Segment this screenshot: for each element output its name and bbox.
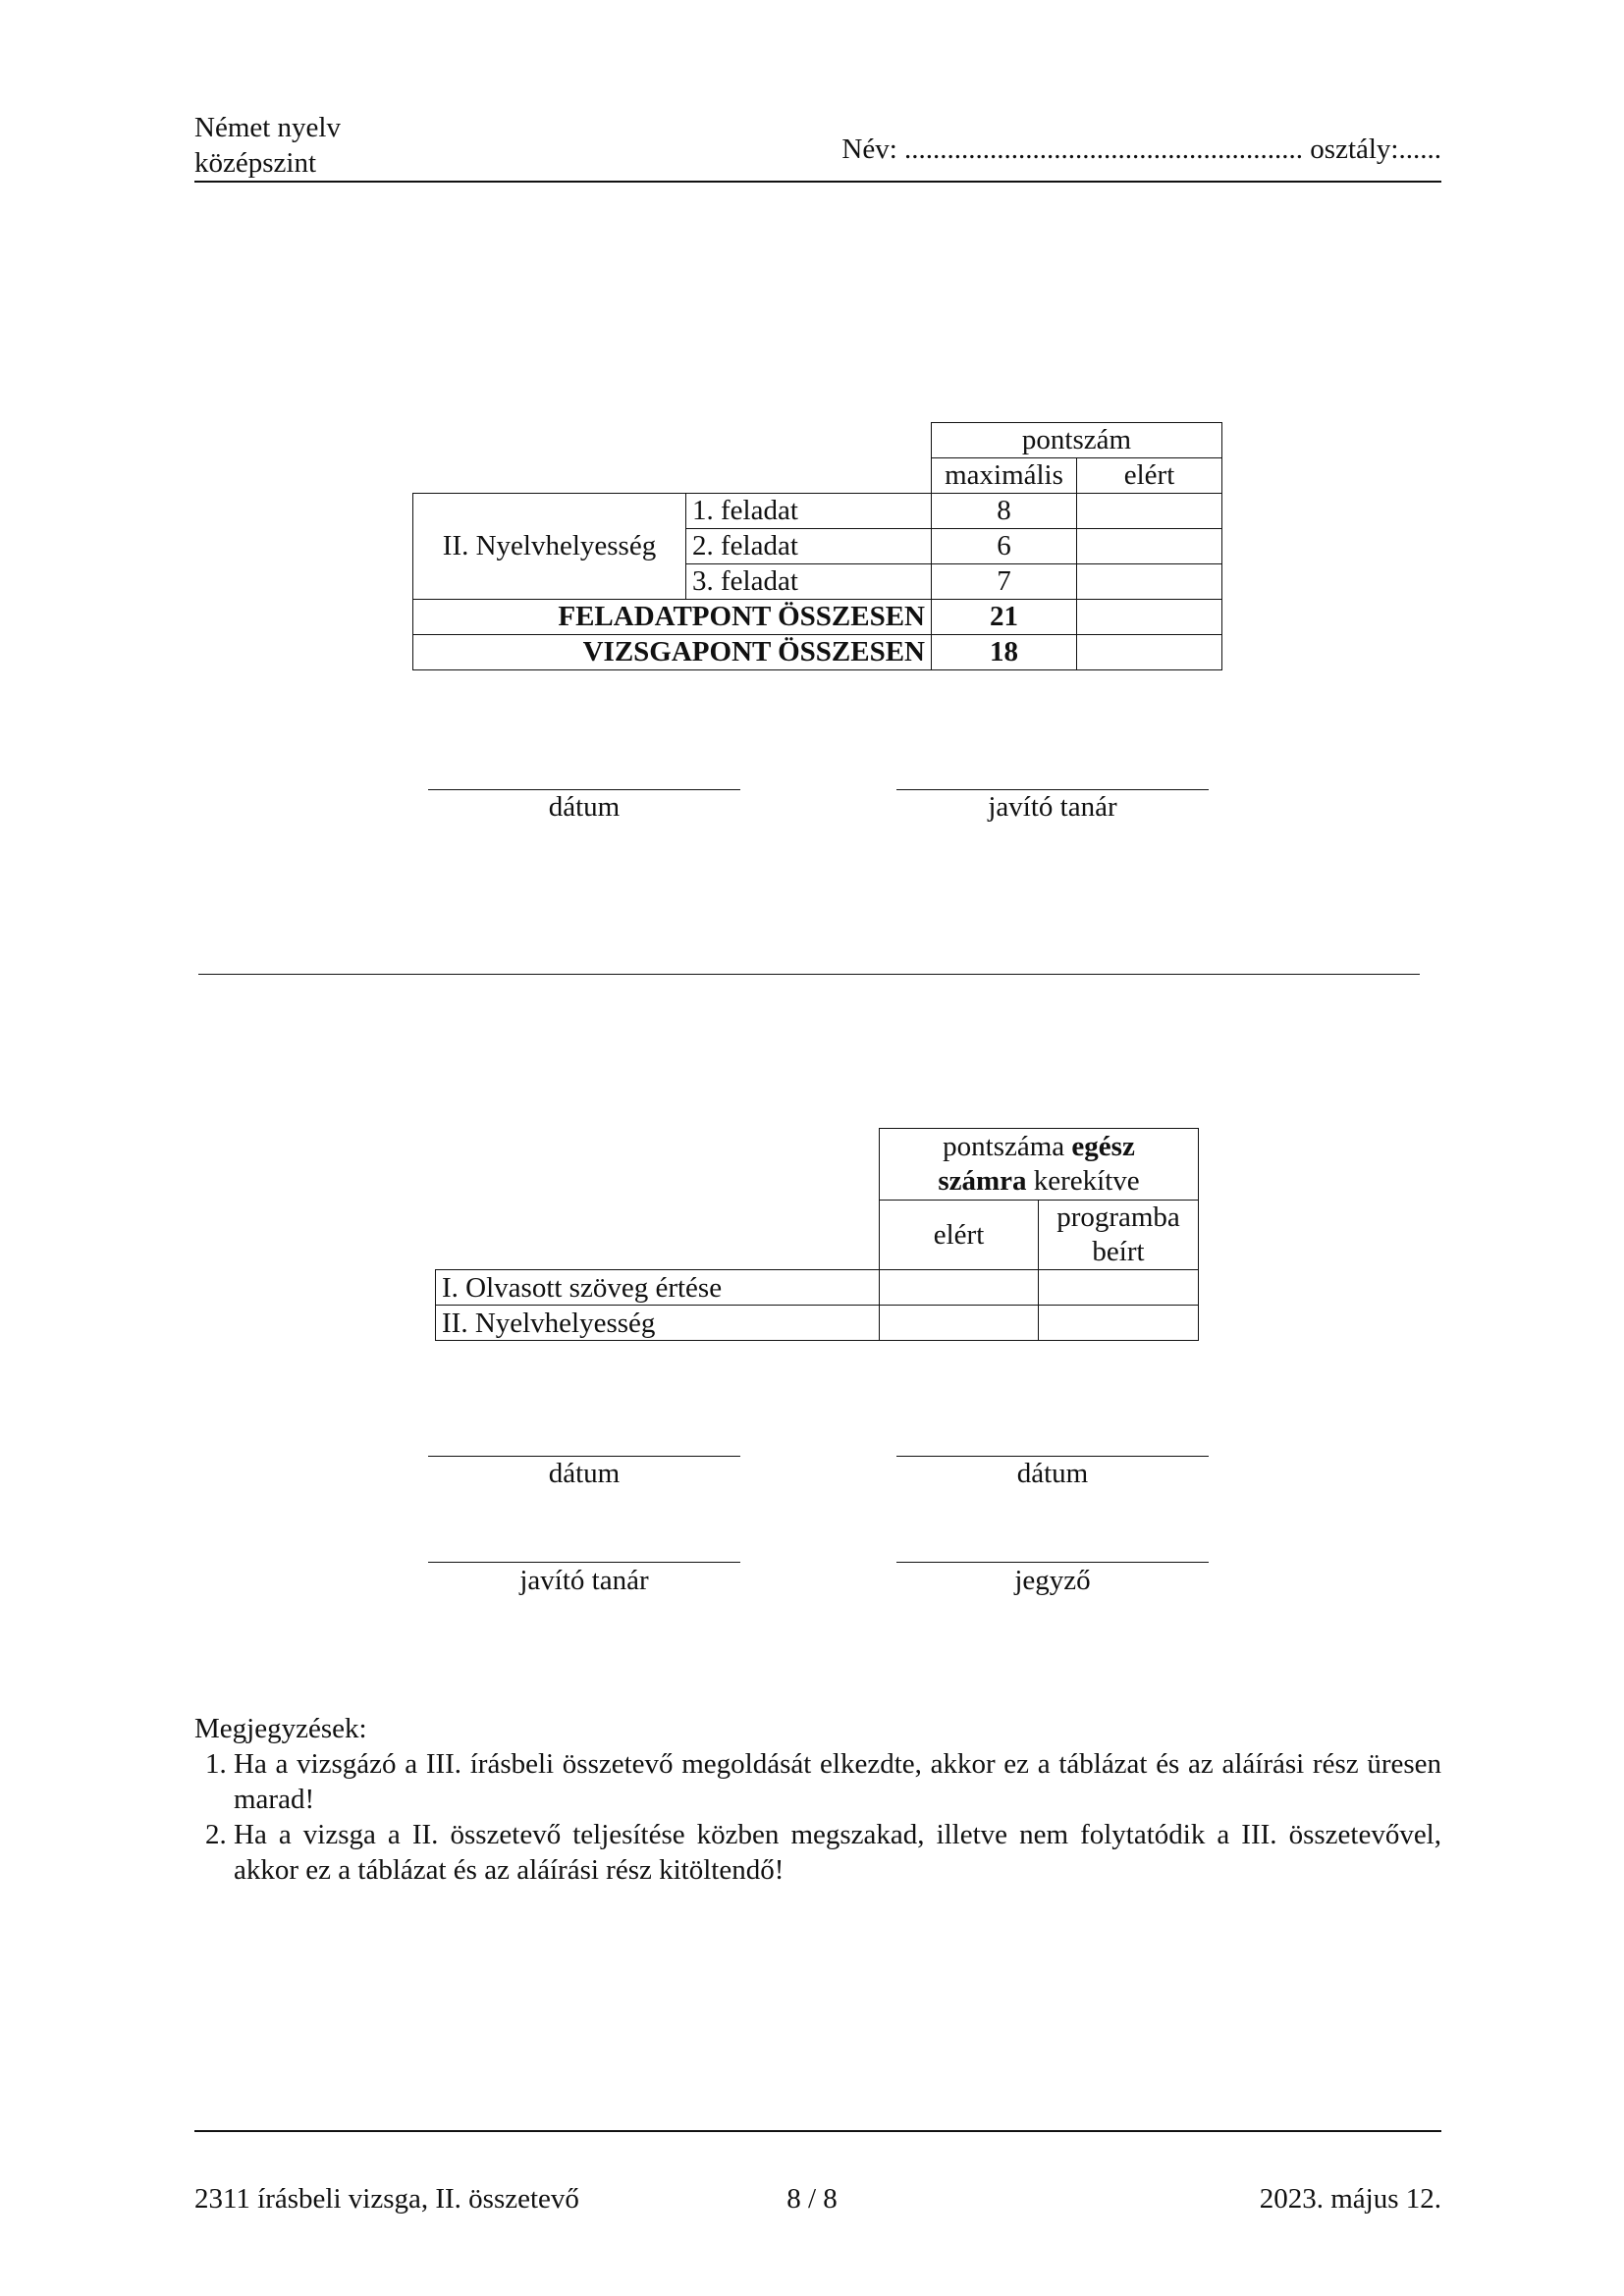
footer-exam-label: 2311 írásbeli vizsga, II. összetevő bbox=[194, 2183, 579, 2215]
task-max: 8 bbox=[932, 494, 1077, 529]
signature-line-date-right[interactable] bbox=[896, 1456, 1209, 1457]
section-label: II. Nyelvhelyesség bbox=[413, 494, 686, 600]
signature-line-date-left[interactable] bbox=[428, 1456, 740, 1457]
task-achieved-cell[interactable] bbox=[1077, 564, 1222, 600]
rounded-points-header bbox=[880, 1129, 1199, 1201]
notes-title: Megjegyzések: bbox=[194, 1713, 367, 1744]
signature-label-teacher: javító tanár bbox=[988, 791, 1117, 823]
task-label: 3. feladat bbox=[686, 564, 932, 600]
col-header-points: pontszám bbox=[932, 423, 1222, 458]
section-divider bbox=[198, 974, 1420, 975]
page-header-subject bbox=[194, 110, 341, 181]
signature-line-registrar[interactable] bbox=[896, 1562, 1209, 1563]
rounded-score-table bbox=[435, 1128, 1199, 1341]
page-number: 8 / 8 bbox=[786, 2183, 838, 2215]
header-part: beírt bbox=[1092, 1236, 1145, 1267]
task-achieved-cell[interactable] bbox=[1077, 529, 1222, 564]
task-achieved-cell[interactable] bbox=[1077, 494, 1222, 529]
signature-line-teacher[interactable] bbox=[428, 1562, 740, 1563]
entered-cell[interactable] bbox=[1039, 1270, 1199, 1306]
task-total-achieved-cell[interactable] bbox=[1077, 600, 1222, 635]
signature-line-date[interactable] bbox=[428, 789, 740, 790]
exam-total-label: VIZSGAPONT ÖSSZESEN bbox=[413, 635, 932, 670]
task-label: 1. feladat bbox=[686, 494, 932, 529]
signature-label-date-left: dátum bbox=[548, 1458, 621, 1489]
achieved-cell[interactable] bbox=[880, 1270, 1039, 1306]
col-header-achieved: elért bbox=[880, 1201, 1039, 1270]
task-max: 6 bbox=[932, 529, 1077, 564]
signature-label-registrar: jegyző bbox=[1014, 1565, 1091, 1596]
table-row bbox=[413, 635, 1222, 670]
component-label: II. Nyelvhelyesség bbox=[436, 1306, 880, 1341]
signature-label-teacher: javító tanár bbox=[519, 1565, 649, 1596]
signature-line-teacher[interactable] bbox=[896, 789, 1209, 790]
header-part: programba bbox=[1056, 1201, 1180, 1233]
name-class-field: Név: ........................................................ osztály:...... bbox=[841, 133, 1441, 165]
achieved-cell[interactable] bbox=[880, 1306, 1039, 1341]
header-part: kerekítve bbox=[1026, 1165, 1140, 1197]
table-row bbox=[436, 1270, 1199, 1306]
col-header-entered bbox=[1039, 1201, 1199, 1270]
signature-label-date-right: dátum bbox=[1016, 1458, 1089, 1489]
notes-list bbox=[194, 1746, 1441, 1888]
score-table-grammar bbox=[412, 422, 1222, 670]
entered-cell[interactable] bbox=[1039, 1306, 1199, 1341]
table-row bbox=[413, 600, 1222, 635]
subject-label: Német nyelv bbox=[194, 112, 341, 143]
header-part-bold: egész bbox=[1071, 1131, 1135, 1162]
header-rule bbox=[194, 181, 1441, 183]
component-label: I. Olvasott szöveg értése bbox=[436, 1270, 880, 1306]
table-row bbox=[436, 1306, 1199, 1341]
list-item: 1. Ha a vizsgázó a III. írásbeli összetevő megoldását elkezdte, akkor ez a táblázat és az aláírási rész üresen marad! bbox=[234, 1746, 1441, 1817]
task-total-value: 21 bbox=[932, 600, 1077, 635]
level-label: középszint bbox=[194, 147, 317, 179]
col-header-max: maximális bbox=[932, 458, 1077, 494]
task-max: 7 bbox=[932, 564, 1077, 600]
task-total-label: FELADATPONT ÖSSZESEN bbox=[413, 600, 932, 635]
header-part-bold: számra bbox=[938, 1165, 1027, 1197]
footer-date: 2023. május 12. bbox=[1259, 2183, 1441, 2215]
exam-total-value: 18 bbox=[932, 635, 1077, 670]
table-row bbox=[413, 494, 1222, 529]
exam-total-achieved-cell[interactable] bbox=[1077, 635, 1222, 670]
notes-section bbox=[194, 1711, 1441, 1888]
list-item: 2. Ha a vizsga a II. összetevő teljesítése közben megszakad, illetve nem folytatódik a III. összetevővel, akkor ez a táblázat és az aláírási rész kitöltendő! bbox=[234, 1817, 1441, 1888]
signature-label-date: dátum bbox=[548, 791, 621, 823]
footer-rule bbox=[194, 2130, 1441, 2132]
task-label: 2. feladat bbox=[686, 529, 932, 564]
col-header-achieved: elért bbox=[1077, 458, 1222, 494]
header-part: pontszáma bbox=[943, 1131, 1072, 1162]
